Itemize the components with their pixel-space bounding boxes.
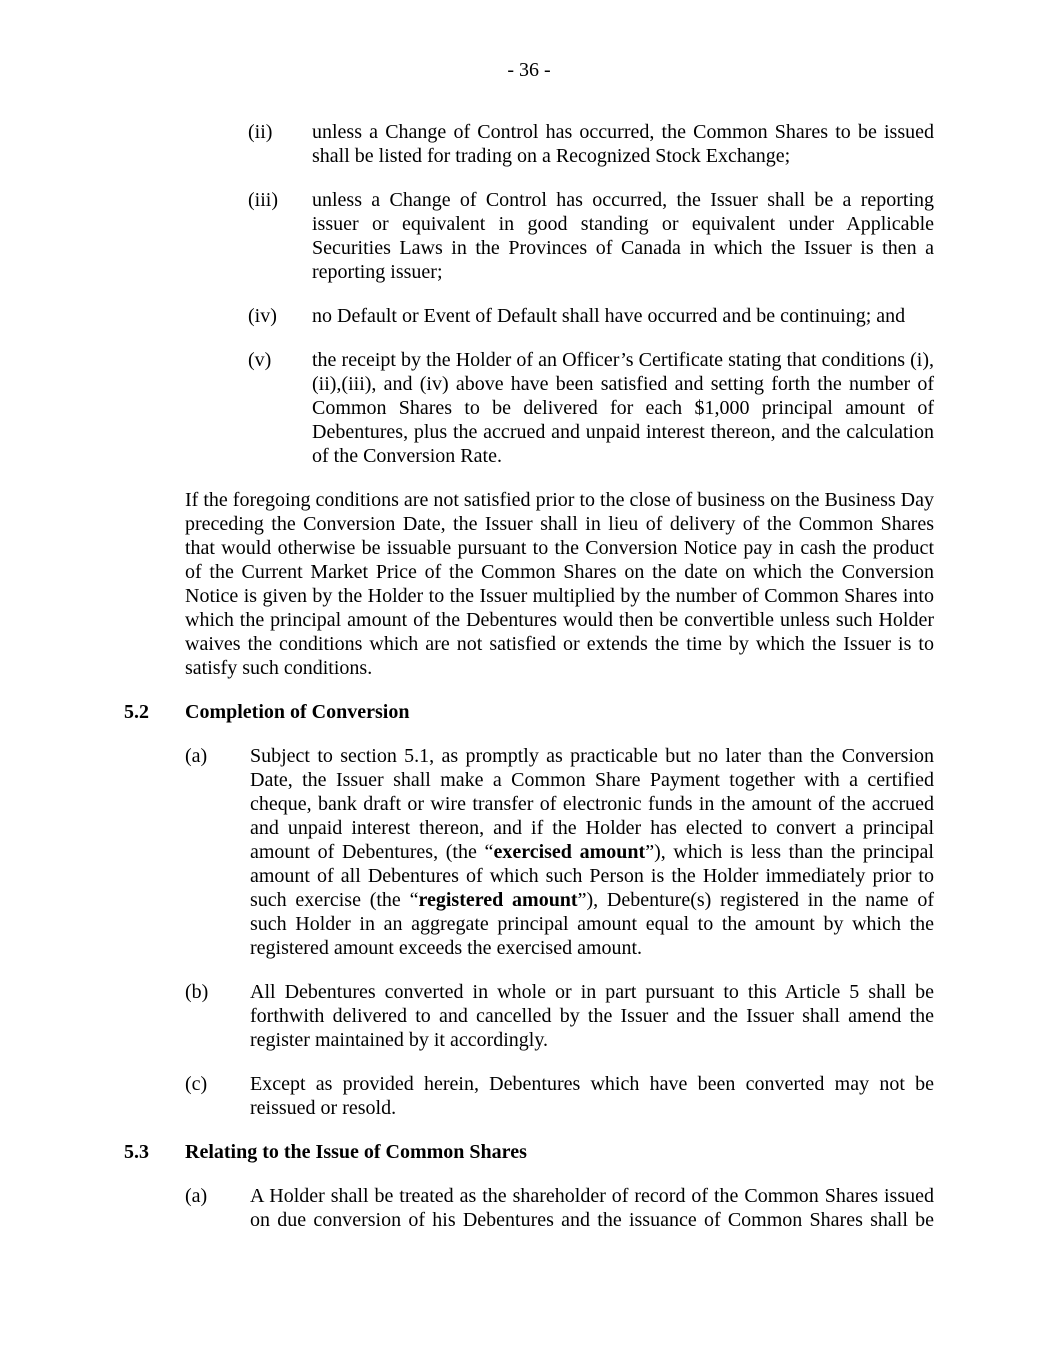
section-title: Relating to the Issue of Common Shares [185, 1141, 527, 1163]
text-run: ”), which is less than the principal amount of all Debentures of which such Person is the Holder immediately prior to such exercise (the “ [250, 841, 934, 911]
list-item-label: (c) [185, 1073, 208, 1095]
text-run: Subject to section 5.1, as promptly as practicable but no later than the Conversion Date, the Issuer shall make a Common Share Payment together with a certified cheque, bank draft or wire transfer of electronic funds in the amount of the accrued and unpaid interest thereon, and if the Holder has elected to convert a principal amount of Debentures, (the “ [250, 745, 934, 863]
section-5-3-items [124, 1184, 934, 1232]
section-number: 5.3 [124, 1141, 149, 1163]
list-item-label: (a) [185, 1185, 208, 1207]
list-item-label: (v) [248, 349, 272, 371]
list-item-label: (iii) [248, 189, 278, 211]
section-number: 5.2 [124, 701, 149, 723]
list-item-text: All Debentures converted in whole or in part pursuant to this Article 5 shall be forthwith delivered to and cancelled by the Issuer and the Issuer shall amend the register maintained by it accordingly. [250, 981, 934, 1051]
list-item-label: (b) [185, 981, 209, 1003]
list-item-5-3-a [185, 1184, 934, 1232]
section-heading-5-2 [124, 700, 934, 724]
text-run-bold: exercised amount [493, 841, 646, 863]
list-item-text: unless a Change of Control has occurred, the Common Shares to be issued shall be listed for trading on a Recognized Stock Exchange; [312, 121, 934, 167]
section-heading-5-3 [124, 1140, 934, 1164]
closing-paragraph: If the foregoing conditions are not satisfied prior to the close of business on the Business Day preceding the Conversion Date, the Issuer shall in lieu of delivery of the Common Shares that would otherwise be issuable pursuant to the Conversion Notice pay in cash the product of the Current Market Price of the Common Shares on the date on which the Conversion Notice is given by the Holder to the Issuer multiplied by the number of Common Shares into which the principal amount of the Debentures would then be convertible unless such Holder waives the conditions which are not satisfied or extends the time by which the Issuer is to satisfy such conditions. [185, 489, 934, 679]
list-item-text: no Default or Event of Default shall have occurred and be continuing; and [312, 305, 906, 327]
list-item-5-2-c [185, 1072, 934, 1120]
list-item-text: A Holder shall be treated as the shareholder of record of the Common Shares issued on due conversion of his Debentures and the issuance of Common Shares shall be [250, 1185, 934, 1231]
text-run-bold: registered amount [418, 889, 578, 911]
list-item-5-2-a [185, 744, 934, 960]
list-item-text: Except as provided herein, Debentures which have been converted may not be reissued or resold. [250, 1073, 934, 1119]
section-5-2-items [124, 744, 934, 1120]
list-item-label: (iv) [248, 305, 277, 327]
list-item-text: unless a Change of Control has occurred, the Issuer shall be a reporting issuer or equivalent in good standing or equivalent under Applicable Securities Laws in the Provinces of Canada in which the Issuer is then a reporting issuer; [312, 189, 934, 283]
list-item-text [250, 744, 934, 960]
list-item-label: (a) [185, 745, 208, 767]
list-item-label: (ii) [248, 121, 273, 143]
page-number: - 36 - [507, 59, 551, 81]
section-title: Completion of Conversion [185, 701, 410, 723]
list-item-5-2-b [185, 980, 934, 1052]
list-item-text: the receipt by the Holder of an Officer’s Certificate stating that conditions (i),(ii),(iii), and (iv) above have been satisfied and setting forth the number of Common Shares to be delivered for each $1,000 principal amount of Debentures, plus the accrued and unpaid interest thereon, and the calculation of the Conversion Rate. [312, 349, 934, 467]
list-item-v [248, 348, 934, 468]
list-item-iii [248, 188, 934, 284]
text-run: ”), Debenture(s) registered in the name of such Holder in an aggregate principal amount equal to the amount by which the registered amount exceeds the exercised amount. [250, 889, 934, 959]
roman-list [124, 120, 934, 468]
list-item-iv [248, 304, 934, 328]
list-item-ii [248, 120, 934, 168]
